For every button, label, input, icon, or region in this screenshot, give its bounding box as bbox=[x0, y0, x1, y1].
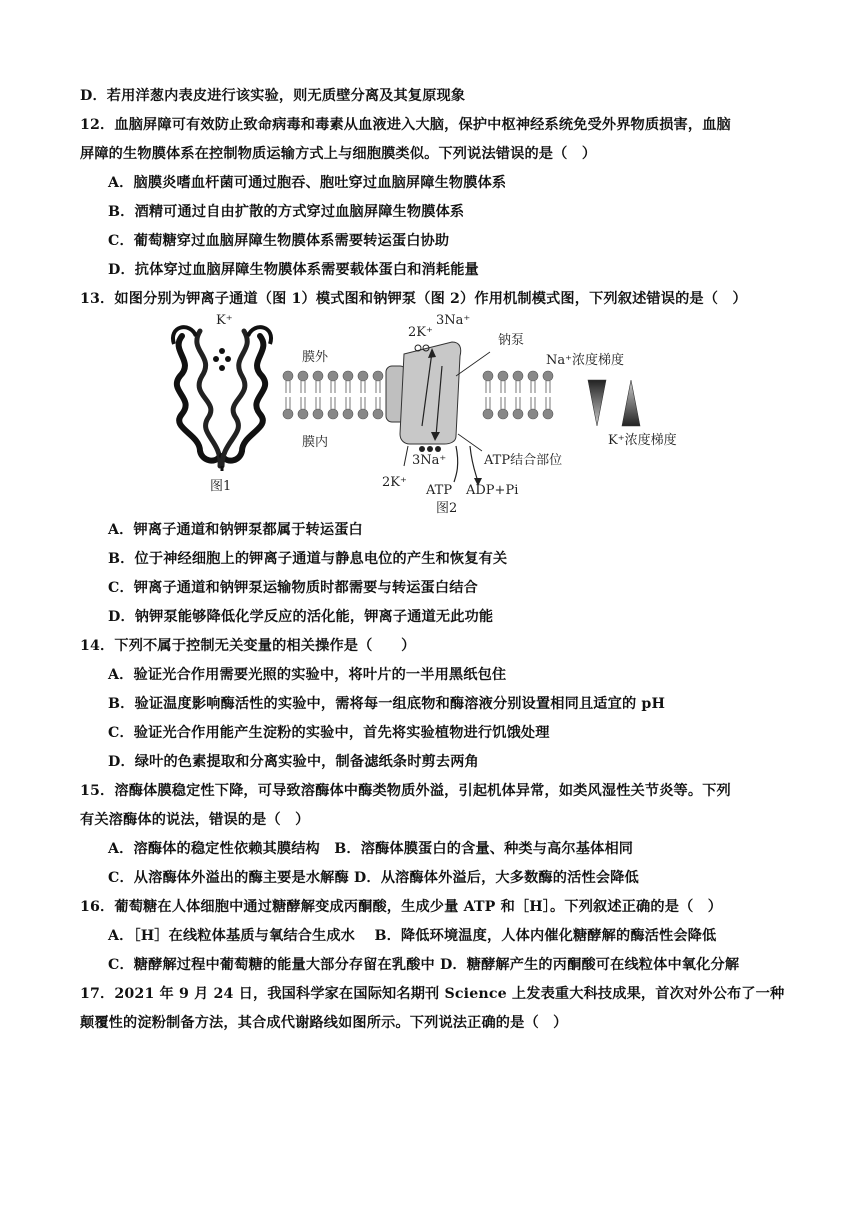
q17-stem-line1: 17．2021 年 9 月 24 日，我国科学家在国际知名期刊 Science 上发表重大科技成果，首次对外公布了一种 bbox=[80, 986, 785, 1002]
top-na-label: 3Na⁺ bbox=[436, 313, 471, 328]
q15-stem-line1: 15．溶酶体膜稳定性下降，可导致溶酶体中酶类物质外溢，引起机体异常，如类风湿性关节炎等。下列 bbox=[80, 783, 731, 799]
q16-options-ab: A．［H］在线粒体基质与氧结合生成水 B．降低环境温度，人体内催化糖酵解的酶活性会降低 bbox=[108, 928, 717, 944]
q15-options-ab: A．溶酶体的稳定性依赖其膜结构 B．溶酶体膜蛋白的含量、种类与高尔基体相同 bbox=[108, 841, 634, 857]
q17-stem-line2: 颠覆性的淀粉制备方法，其合成代谢路线如图所示。下列说法正确的是（ ） bbox=[80, 1015, 568, 1031]
na-gradient-icon bbox=[588, 380, 606, 426]
q13-option-c: C．钾离子通道和钠钾泵运输物质时都需要与转运蛋白结合 bbox=[108, 580, 478, 596]
q14-option-c: C．验证光合作用能产生淀粉的实验中，首先将实验植物进行饥饿处理 bbox=[108, 725, 550, 741]
atp-label: ATP bbox=[426, 483, 453, 498]
q12-option-b: B．酒精可通过自由扩散的方式穿过血脑屏障生物膜体系 bbox=[108, 204, 465, 220]
membrane-right bbox=[483, 371, 553, 419]
adp-label: ADP+Pi bbox=[466, 483, 519, 498]
q14-option-d: D．绿叶的色素提取和分离实验中，制备滤纸条时剪去两角 bbox=[108, 754, 479, 770]
q13-stem: 13．如图分别为钾离子通道（图 1）模式图和钠钾泵（图 2）作用机制模式图，下列叙述错误的是（ ） bbox=[80, 291, 747, 307]
bottom-k-label: 2K⁺ bbox=[382, 475, 407, 490]
fig1-caption: 图1 bbox=[210, 479, 232, 494]
q13-option-d: D．钠钾泵能够降低化学反应的活化能，钾离子通道无此功能 bbox=[108, 609, 494, 625]
q13-option-b: B．位于神经细胞上的钾离子通道与静息电位的产生和恢复有关 bbox=[108, 551, 508, 567]
k-gradient-icon bbox=[622, 380, 640, 426]
fig2-caption: 图2 bbox=[436, 501, 458, 516]
outside-label: 膜外 bbox=[302, 350, 329, 365]
membrane-right-tails bbox=[486, 381, 550, 409]
q12-option-d: D．抗体穿过血脑屏障生物膜体系需要载体蛋白和消耗能量 bbox=[108, 262, 479, 278]
membrane-left bbox=[283, 371, 383, 419]
inside-label: 膜内 bbox=[302, 435, 329, 450]
q16-options-cd: C．糖酵解过程中葡萄糖的能量大部分存留在乳酸中 D．糖酵解产生的丙酮酸可在线粒体中氧化分解 bbox=[108, 957, 740, 973]
fig1-ion-label: K⁺ bbox=[216, 313, 233, 328]
membrane-left-tails bbox=[286, 381, 380, 409]
bottom-na-label: 3Na⁺ bbox=[412, 453, 447, 468]
q15-stem-line2: 有关溶酶体的说法，错误的是（ ） bbox=[80, 812, 310, 828]
ion-transport-figure bbox=[160, 306, 720, 516]
figure-svg bbox=[160, 306, 720, 516]
q14-option-b: B．验证温度影响酶活性的实验中，需将每一组底物和酶溶液分别设置相同且适宜的 pH bbox=[108, 696, 666, 712]
q12-stem-line2: 屏障的生物膜体系在控制物质运输方式上与细胞膜类似。下列说法错误的是（ ） bbox=[80, 146, 597, 162]
q15-options-cd: C．从溶酶体外溢出的酶主要是水解酶 D．从溶酶体外溢后，大多数酶的活性会降低 bbox=[108, 870, 639, 886]
q14-option-a: A．验证光合作用需要光照的实验中，将叶片的一半用黑纸包住 bbox=[108, 667, 507, 683]
na-gradient-label: Na⁺浓度梯度 bbox=[546, 353, 624, 368]
q12-option-a: A．脑膜炎嗜血杆菌可通过胞吞、胞吐穿过血脑屏障生物膜体系 bbox=[108, 175, 507, 191]
q12-option-c: C．葡萄糖穿过血脑屏障生物膜体系需要转运蛋白协助 bbox=[108, 233, 450, 249]
q11-option-d: D．若用洋葱内表皮进行该实验，则无质壁分离及其复原现象 bbox=[80, 88, 466, 104]
pump-label: 钠泵 bbox=[498, 333, 525, 348]
q16-stem: 16．葡萄糖在人体细胞中通过糖酵解变成丙酮酸，生成少量 ATP 和［H］。下列叙述正确的是（ ） bbox=[80, 899, 723, 915]
q14-stem: 14．下列不属于控制无关变量的相关操作是（ ） bbox=[80, 638, 416, 654]
q13-option-a: A．钾离子通道和钠钾泵都属于转运蛋白 bbox=[108, 522, 363, 538]
q12-stem-line1: 12．血脑屏障可有效防止致命病毒和毒素从血液进入大脑，保护中枢神经系统免受外界物质损害，血脑 bbox=[80, 117, 731, 133]
potassium-channel-diagram bbox=[173, 313, 271, 494]
atp-site-label: ATP结合部位 bbox=[484, 453, 563, 468]
k-gradient-label: K⁺浓度梯度 bbox=[608, 433, 677, 448]
top-k-label: 2K⁺ bbox=[408, 325, 433, 340]
